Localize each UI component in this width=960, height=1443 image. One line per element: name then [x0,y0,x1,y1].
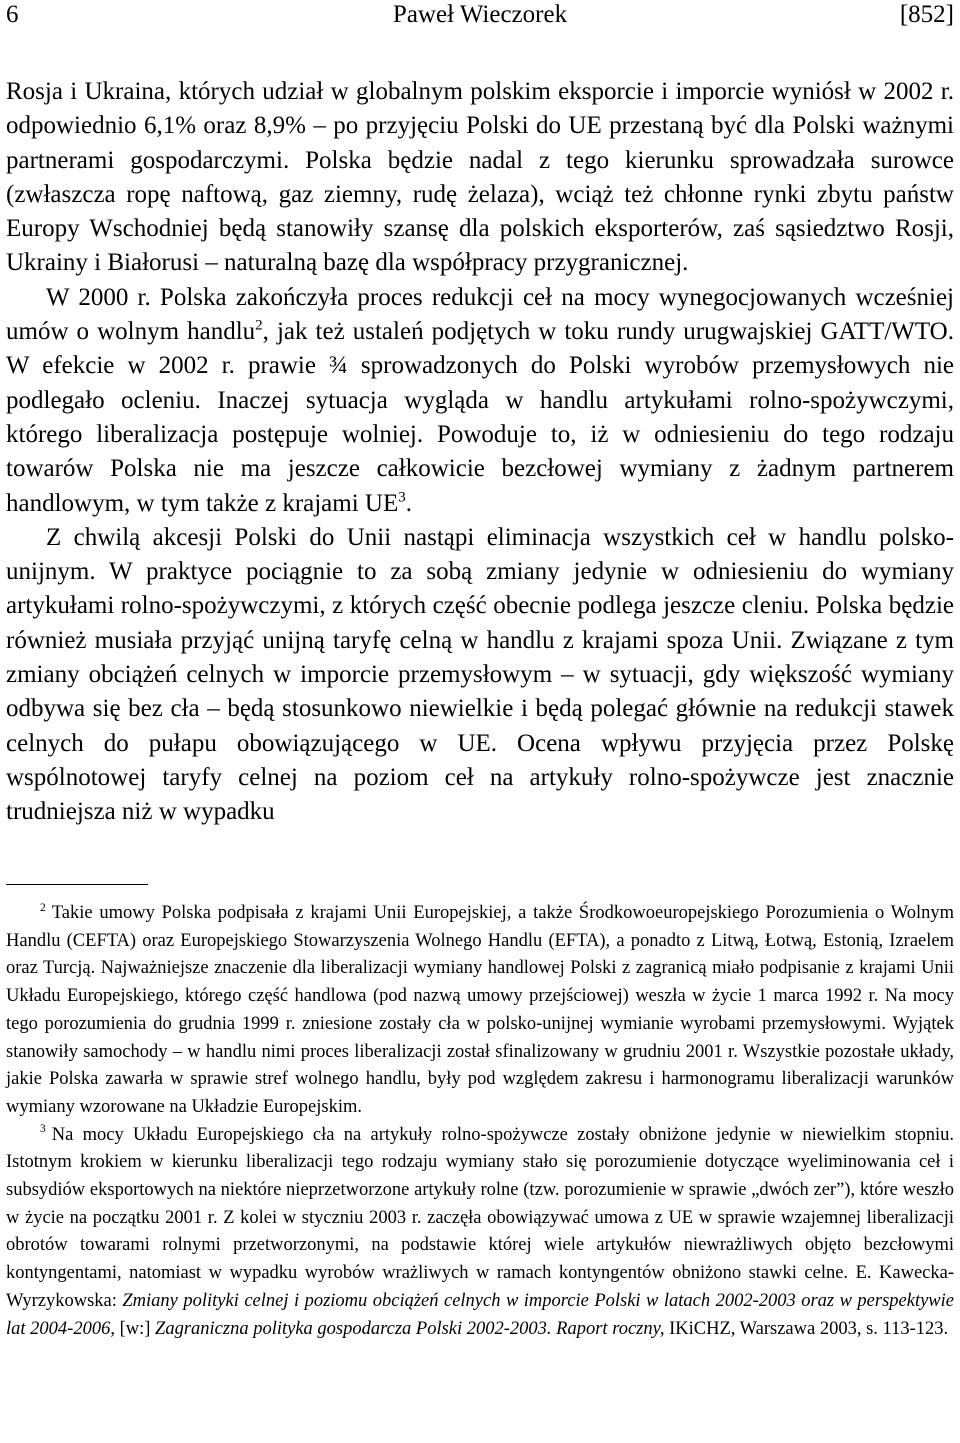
paragraph-1: Rosja i Ukraina, których udział w globalnym polskim eksporcie i imporcie wyniósł w 2002 r. odpowiednio 6,1% oraz 8,9% – po przyjęciu Polski do UE przestaną być dla Polski ważnymi partnerami gospodarczymi. Polska będzie nadal z tego kierunku sprowadzała surowce (zwłaszcza ropę naftową, gaz ziemny, rudę żelaza), wciąż też chłonne rynki zbytu państw Europy Wschodniej będą stanowiły szansę dla polskich eksporterów, zaś sąsiedztwo Rosji, Ukrainy i Białorusi – naturalną bazę dla współpracy przygranicznej. [6,78,954,277]
footnote-3 [6,1122,954,1344]
main-text [6,75,954,830]
citation-author: E. Kawecka-Wyrzykowska: [6,1263,955,1311]
footnote-2-number: 2 [40,901,46,914]
citation-book: Zagraniczna polityka gospodarcza Polski 2002-2003. Raport roczny, [155,1318,665,1339]
footnote-3-number: 3 [40,1123,46,1136]
footnotes [6,900,954,1343]
footnote-3-text: Na mocy Układu Europejskiego cła na artykuły rolno-spożywcze zostały obniżone jedynie w niewielkim stopniu. Istotnym krokiem w kierunku liberalizacji tego rodzaju wymiany stało się porozumienie dotyczące wyeliminowania ceł i subsydiów eksportowych na niektóre nieprzetworzone artykuły rolne (tzw. porozumienie w sprawie „dwóch zer”), które weszło w życie na początku 2001 r. Z kolei w styczniu 2003 r. zaczęła obowiązywać umowa z UE w sprawie wzajemnej liberalizacji obrotów towarami rolnymi przetworzonymi, na podstawie której wiele artykułów niewrażliwych objęto bezcłowymi kontyngentami, natomiast w wypadku wyrobów wrażliwych w ramach kontyngentów obniżono stawki celne. [6,1124,954,1284]
paragraph-2 [6,281,954,521]
footnote-ref-2[interactable]: 2 [255,317,263,334]
paragraph-2-part-b: , jak też ustaleń podjętych w toku rundy urugwajskiej GATT/WTO. W efekcie w 2002 r. prawie ¾ sprowadzonych do Polski wyrobów przemysłowych nie podlegało ocleniu. Inaczej sytuacja wygląda w handlu artykułami rolno-spożywczymi, którego liberalizacja postępuje wolniej. Powoduje to, iż w odniesieniu do tego rodzaju towarów Polska nie ma jeszcze całkowicie bezcłowej wymiany z żadnym partnerem handlowym, w tym także z krajami UE [6,318,954,517]
paragraph-2-part-c: . [405,489,412,517]
running-author: Paweł Wieczorek [392,1,568,28]
footnote-2-text: Takie umowy Polska podpisała z krajami Unii Europejskiej, a także Środkowoeuropejskiego Porozumienia o Wolnym Handlu (CEFTA) oraz Europejskiego Stowarzyszenia Wolnego Handlu (EFTA), a ponadto z Litwą, Łotwą, Estonią, Izraelem oraz Turcją. Najważniejsze znaczenie dla liberalizacji wymiany handlowej Polski z zagranicą miało podpisanie z krajami Unii Układu Europejskiego, którego część handlowa (pod nazwą umowy przejściowej) weszła w życie 1 marca 1992 r. Na mocy tego porozumienia do grudnia 1999 r. zniesione zostały cła w polsko-unijnej wymianie wyrobami przemysłowymi. Wyjątek stanowiły samochody – w handlu nimi proces liberalizacji został sfinalizowany w grudniu 2001 r. Wszystkie pozostałe układy, jakie Polska zawarła w sprawie stref wolnego handlu, były pod względem zakresu i harmonogramu liberalizacji warunków wymiany wzorowane na Układzie Europejskim. [6,903,954,1117]
page-reference: [852] [899,1,954,28]
running-header [6,0,954,30]
citation-in: , [w:] [110,1318,156,1339]
paragraph-3: Z chwilą akcesji Polski do Unii nastąpi eliminacja wszystkich ceł w handlu polsko-unijnym. W praktyce pociągnie to za sobą zmiany jedynie w odniesieniu do wymiany artykułami rolno-spożywczymi, z których część obecnie podlega jeszcze cleniu. Polska będzie również musiała przyjąć unijną taryfę celną w handlu z krajami spoza Unii. Związane z tym zmiany obciążeń celnych w imporcie przemysłowym – w sytuacji, gdy większość wymiany odbywa się bez cła – będą stosunkowo niewielkie i będą polegać głównie na redukcji stawek celnych do pułapu obowiązującego w UE. Ocena wpływu przyjęcia przez Polskę wspólnotowej taryfy celnej na poziom ceł na artykuły rolno-spożywcze jest znacznie trudniejsza niż w wypadku [6,523,954,826]
footnote-ref-3[interactable]: 3 [398,489,406,506]
paragraph-2-part-a: W 2000 r. Polska zakończyła proces redukcji ceł na mocy wynegocjowanych wcześniej umów o wolnym handlu [6,283,954,346]
citation-title: Zmiany polityki celnej i poziomu obciążeń celnych w imporcie Polski w latach 2002-2003 oraz w perspektywie lat 2004-2006 [6,1290,954,1339]
page-number: 6 [6,1,19,28]
citation-publisher: IKiCHZ, Warszawa 2003, s. 113-123. [664,1318,949,1339]
footnote-2 [6,900,954,1122]
footnote-separator [6,884,148,885]
